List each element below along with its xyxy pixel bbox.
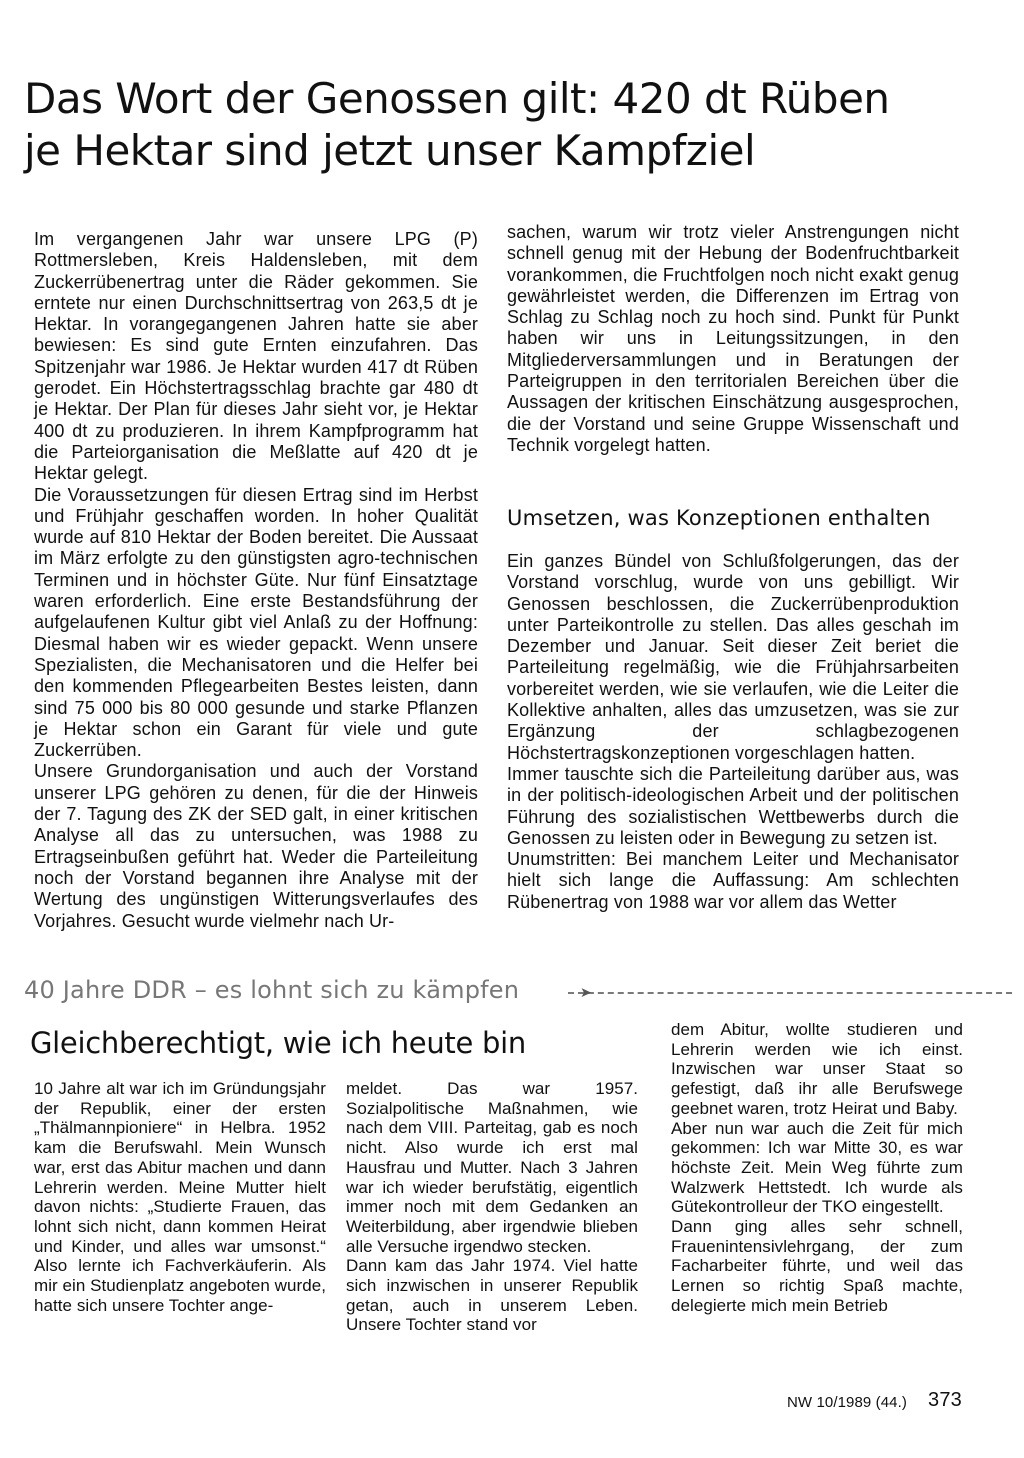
paragraph: Die Voraussetzungen für diesen Ertrag sind im Herbst und Frühjahr geschaffen worden. In hoher Qualität wurde auf 810 Hektar der Boden bereitet. Die Aussaat im März erfolgte zu den günstigsten agro-technischen Terminen und in höchster Güte. Nur fünf Einsatztage waren erforderlich. Eine erste Bestandsführung der aufgelaufenen Kultur gibt viel Anlaß zu der Hoffnung: Diesmal haben wir es wieder gepackt. Wenn unsere Spezialisten, die Mechanisatoren und die Helfer bei den kommenden Pflegearbeiten Bestes leisten, dann sind 75 000 bis 80 000 gesunde und starke Pflanzen je Hektar schon ein Garant für viele und gute Zuckerrüben.: [34, 484, 478, 761]
article2-headline: Gleichberechtigt, wie ich heute bin: [30, 1026, 526, 1060]
paragraph: dem Abitur, wollte studieren und Lehrerin werden wie ich einst. Inzwischen war unser Staat so gefestigt, daß ihr alle Berufswege geebnet waren, trotz Heirat und Baby.: [671, 1020, 963, 1118]
main-headline: Das Wort der Genossen gilt: 420 dt Rüben je Hektar sind jetzt unser Kampfziel: [24, 74, 890, 175]
issue-reference: NW 10/1989 (44.): [787, 1394, 907, 1411]
paragraph: Immer tauschte sich die Parteileitung darüber aus, was in der politisch-ideologischen Arbeit und der politischen Führung des sozialistischen Wettbewerbs durch die Genossen zu leisten oder in Bewegung zu setzen ist.: [507, 763, 959, 848]
article2-column-2: [346, 1079, 638, 1335]
paragraph: meldet. Das war 1957. Sozialpolitische Maßnahmen, wie nach dem VIII. Parteitag, gab es noch nicht. Also wurde ich erst mal Hausfrau und Mutter. Nach 3 Jahren war ich wieder berufstätig, eigentlich immer noch mit dem Gedanken an Weiterbildung, aber irgendwie blieben alle Versuche irgendwo stecken.: [346, 1079, 638, 1256]
article2-column-1: [34, 1079, 326, 1315]
arrow-icon: ➤: [580, 984, 592, 1000]
paragraph: Unsere Grundorganisation und auch der Vorstand unserer LPG gehören zu denen, für die der Hinweis der 7. Tagung des ZK der SED galt, in einer kritischen Analyse all das zu untersuchen, was 1988 zu Ertragseinbußen geführt hat. Weder die Parteileitung noch der Vorstand begannen ihre Analyse mit der Wertung des ungünstigen Witterungsverlaufes des Vorjahres. Gesucht wurde vielmehr nach Ur-: [34, 761, 478, 931]
article1-column-2b: [507, 551, 959, 913]
paragraph: sachen, warum wir trotz vieler Anstrengungen nicht schnell genug mit der Hebung der Bodenfruchtbarkeit vorankommen, die Fruchtfolgen noch nicht exakt genug gewährleistet werden, die Differenzen im Ertrag von Schlag zu Schlag noch zu hoch sind. Punkt für Punkt haben wir uns in Leitungssitzungen, in den Mitgliederversammlungen und in Beratungen der Parteigruppen in den territorialen Bereichen über die Aussagen der kritischen Einschätzung ausgesprochen, die der Vorstand und seine Gruppe Wissenschaft und Technik vorgelegt hatten.: [507, 222, 959, 455]
paragraph: Aber nun war auch die Zeit für mich gekommen: Ich war Mitte 30, es war höchste Zeit. Mein Weg führte zum Walzwerk Hettstedt. Ich wurde als Gütekontrolleur der TKO eingestellt.: [671, 1118, 963, 1217]
article1-subheading: Umsetzen, was Konzeptionen enthalten: [507, 506, 931, 530]
paragraph: Dann kam das Jahr 1974. Viel hatte sich inzwischen in unserer Republik getan, auch in unserem Leben. Unsere Tochter stand vor: [346, 1256, 638, 1335]
section-divider: [568, 992, 1012, 994]
series-title: 40 Jahre DDR – es lohnt sich zu kämpfen: [24, 976, 520, 1004]
paragraph: 10 Jahre alt war ich im Gründungsjahr der Republik, einer der ersten „Thälmannpioniere“ in Helbra. 1952 kam die Berufswahl. Mein Wunsch war, erst das Abitur machen und dann Lehrerin werden. Meine Mutter hielt davon nichts: „Studierte Frauen, das lohnt sich nicht, dann kommen Heirat und Kinder, und alles war umsonst.“ Also lernte ich Fachverkäuferin. Als mir ein Studienplatz angeboten wurde, hatte sich unsere Tochter ange-: [34, 1079, 326, 1315]
paragraph: Im vergangenen Jahr war unsere LPG (P) Rottmersleben, Kreis Haldensleben, mit dem Zuckerrübenertrag unter die Räder gekommen. Sie erntete nur einen Durchschnittsertrag von 263,5 dt je Hektar. In vorangegangenen Jahren hatte sie aber bewiesen: Es sind gute Ernten einzufahren. Das Spitzenjahr war 1986. Je Hektar wurden 417 dt Rüben gerodet. Ein Höchstertragsschlag brachte gar 480 dt je Hektar. Der Plan für dieses Jahr sieht vor, je Hektar 400 dt zu produzieren. In ihrem Kampfprogramm hat die Parteiorganisation die Meßlatte auf 420 dt je Hektar gelegt.: [34, 229, 478, 484]
article1-column-1: [34, 229, 478, 932]
paragraph: Ein ganzes Bündel von Schlußfolgerungen, das der Vorstand vorschlug, wurde von uns gebilligt. Wir Genossen beschlossen, die Zuckerrübenproduktion unter Parteikontrolle zu stellen. Das alles geschah im Dezember und Januar. Seit dieser Zeit beriet die Parteileitung regelmäßig, wie die Frühjahrsarbeiten vorbereitet werden, wie sie verlaufen, wie die Leiter die Kollektive anhalten, alles das umzusetzen, was sie zur Ergänzung der schlagbezogenen Höchstertragskonzeptionen vorgeschlagen hatten.: [507, 551, 959, 763]
paragraph: Dann ging alles sehr schnell, Frauenintensivlehrgang, der zum Facharbeiter führte, und weil das Lernen so richtig Spaß machte, delegierte mich mein Betrieb: [671, 1217, 963, 1315]
article1-column-2: [507, 222, 959, 456]
article2-column-3: [671, 1020, 963, 1316]
page-number: 373: [928, 1389, 962, 1411]
paragraph: Unumstritten: Bei manchem Leiter und Mechanisator hielt sich lange die Auffassung: Am schlechten Rübenertrag von 1988 war vor allem das Wetter: [507, 849, 959, 912]
